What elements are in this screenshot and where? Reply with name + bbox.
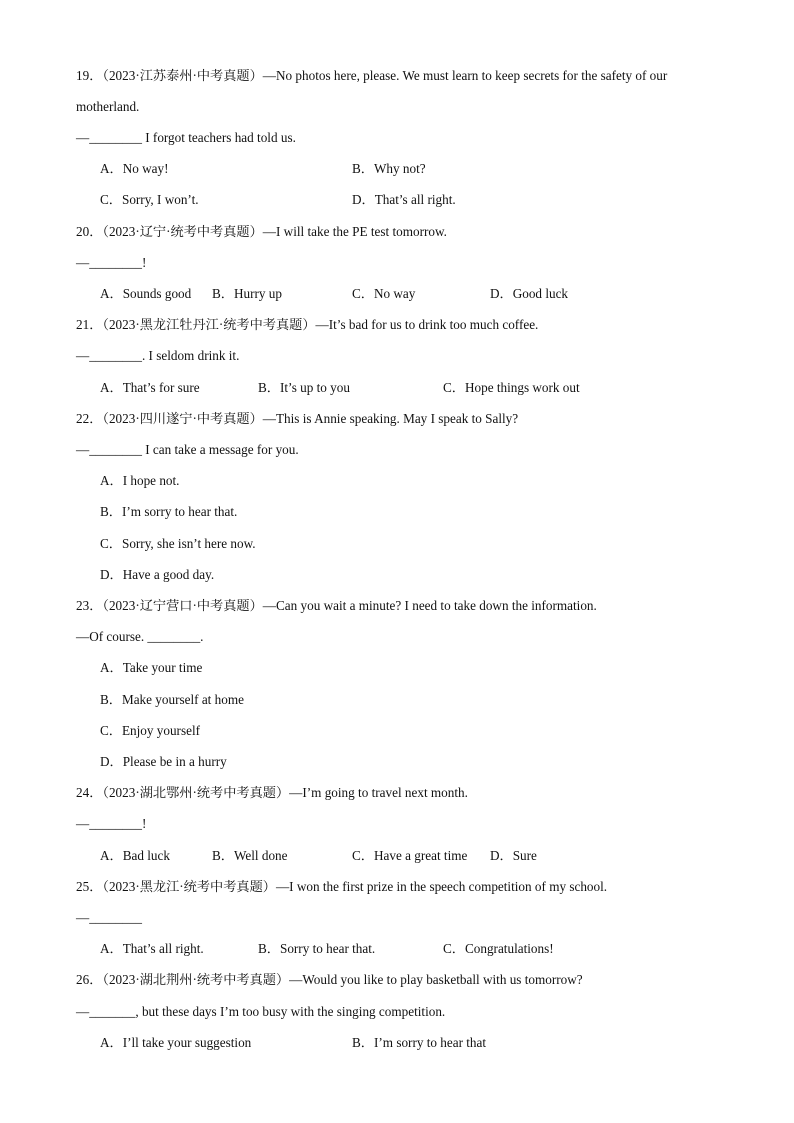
question-25-option-a: A．That’s all right. — [100, 941, 204, 956]
question-23-stem: 23．（2023·辽宁营口·中考真题）—Can you wait a minute? I need to take down the information. — [76, 598, 597, 613]
question-22-stem: 22．（2023·四川遂宁·中考真题）—This is Annie speaking. May I speak to Sally? — [76, 411, 519, 426]
question-21-reply: —________. I seldom drink it. — [76, 348, 240, 363]
question-25-reply: —________ — [76, 910, 142, 925]
question-19-option-a: A．No way! — [100, 161, 169, 176]
question-26-reply: —_______, but these days I’m too busy with the singing competition. — [76, 1004, 446, 1019]
question-24-option-c: C．Have a great time — [352, 848, 468, 863]
question-22-option-b: B．I’m sorry to hear that. — [100, 504, 238, 519]
question-26-option-b: B．I’m sorry to hear that — [352, 1035, 487, 1050]
question-21-stem: 21．（2023·黑龙江牡丹江·统考中考真题）—It’s bad for us to drink too much coffee. — [76, 317, 539, 332]
question-22-reply: —________ I can take a message for you. — [76, 442, 299, 457]
question-20-stem: 20．（2023·辽宁·统考中考真题）—I will take the PE test tomorrow. — [76, 224, 447, 239]
question-19-option-b: B．Why not? — [352, 161, 426, 176]
question-23-option-d: D．Please be in a hurry — [100, 754, 227, 769]
question-26-option-a: A．I’ll take your suggestion — [100, 1035, 252, 1050]
question-20-option-d: D．Good luck — [490, 286, 569, 301]
question-19-stem: 19．（2023·江苏泰州·中考真题）—No photos here, please. We must learn to keep secrets for the safety of our — [76, 68, 668, 83]
question-20-option-b: B．Hurry up — [212, 286, 282, 301]
question-20-option-c: C．No way — [352, 286, 416, 301]
question-24-stem: 24．（2023·湖北鄂州·统考中考真题）—I’m going to travel next month. — [76, 785, 468, 800]
question-23-reply: —Of course. ________. — [76, 629, 204, 644]
question-21-option-b: B．It’s up to you — [258, 380, 350, 395]
question-26-stem: 26．（2023·湖北荆州·统考中考真题）—Would you like to play basketball with us tomorrow? — [76, 972, 583, 987]
question-19-option-d: D．That’s all right. — [352, 192, 456, 207]
question-24-option-a: A．Bad luck — [100, 848, 170, 863]
question-25-stem: 25．（2023·黑龙江·统考中考真题）—I won the first prize in the speech competition of my school. — [76, 879, 608, 894]
question-23-option-b: B．Make yourself at home — [100, 692, 244, 707]
question-25-option-b: B．Sorry to hear that. — [258, 941, 376, 956]
question-20-option-a: A．Sounds good — [100, 286, 192, 301]
question-23-option-c: C．Enjoy yourself — [100, 723, 200, 738]
question-23-option-a: A．Take your time — [100, 660, 203, 675]
question-21-option-a: A．That’s for sure — [100, 380, 200, 395]
question-20-reply: —________! — [76, 255, 147, 270]
question-24-reply: —________! — [76, 816, 147, 831]
question-19-stem-continued: motherland. — [76, 99, 140, 114]
question-19-option-c: C．Sorry, I won’t. — [100, 192, 199, 207]
question-21-option-c: C．Hope things work out — [443, 380, 580, 395]
question-24-option-b: B．Well done — [212, 848, 288, 863]
question-22-option-a: A．I hope not. — [100, 473, 180, 488]
question-22-option-c: C．Sorry, she isn’t here now. — [100, 536, 256, 551]
question-25-option-c: C．Congratulations! — [443, 941, 554, 956]
question-19-reply: —________ I forgot teachers had told us. — [76, 130, 296, 145]
question-22-option-d: D．Have a good day. — [100, 567, 215, 582]
question-24-option-d: D．Sure — [490, 848, 537, 863]
